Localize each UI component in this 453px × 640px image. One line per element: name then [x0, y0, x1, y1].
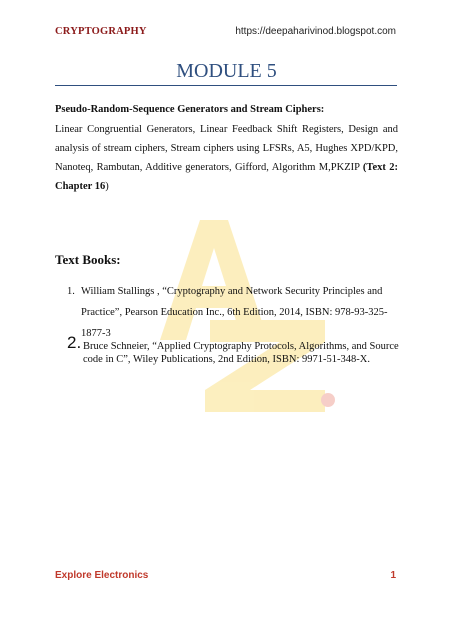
footer-brand: Explore Electronics	[55, 570, 149, 581]
page-footer	[55, 570, 396, 586]
textbook-item	[67, 333, 399, 366]
section-reference-close: )	[105, 181, 109, 192]
textbook-text: Bruce Schneier, “Applied Cryptography Protocols, Algorithms, and Source code in C”, Wiley Publications, 2nd Edition, ISBN: 9971-51-348-X.	[83, 341, 399, 365]
textbook-number: 1.	[67, 286, 75, 297]
section-body-text: Linear Congruential Generators, Linear Feedback Shift Registers, Design and analysis of stream ciphers, Stream ciphers using LFSRs, A5, Hughes XPD/KPD, Nanoteq, Rambutan, Additive generators, Gifford, Algorithm M,PKZIP	[55, 124, 398, 173]
textbook-number: 2.	[67, 333, 82, 352]
page-number: 1	[390, 570, 396, 581]
section-body	[55, 120, 398, 196]
header-subject: CRYPTOGRAPHY	[55, 26, 147, 37]
section-reference: (Text 2: Chapter 16	[55, 162, 398, 192]
section-heading: Pseudo-Random-Sequence Generators and Stream Ciphers:	[55, 104, 325, 115]
textbook-text: William Stallings , “Cryptography and Network Security Principles and Practice”, Pearson Education Inc., 6th Edition, 2014, ISBN: 978-93-325-1877-3	[81, 286, 388, 339]
page-title: MODULE 5	[176, 60, 277, 82]
page-header	[55, 26, 396, 42]
title-divider	[55, 85, 397, 86]
module-content	[55, 100, 398, 196]
watermark-dot	[321, 393, 335, 407]
header-url: https://deepaharivinod.blogspot.com	[235, 26, 396, 37]
textbooks-heading: Text Books:	[55, 252, 121, 267]
textbook-item	[67, 281, 397, 344]
